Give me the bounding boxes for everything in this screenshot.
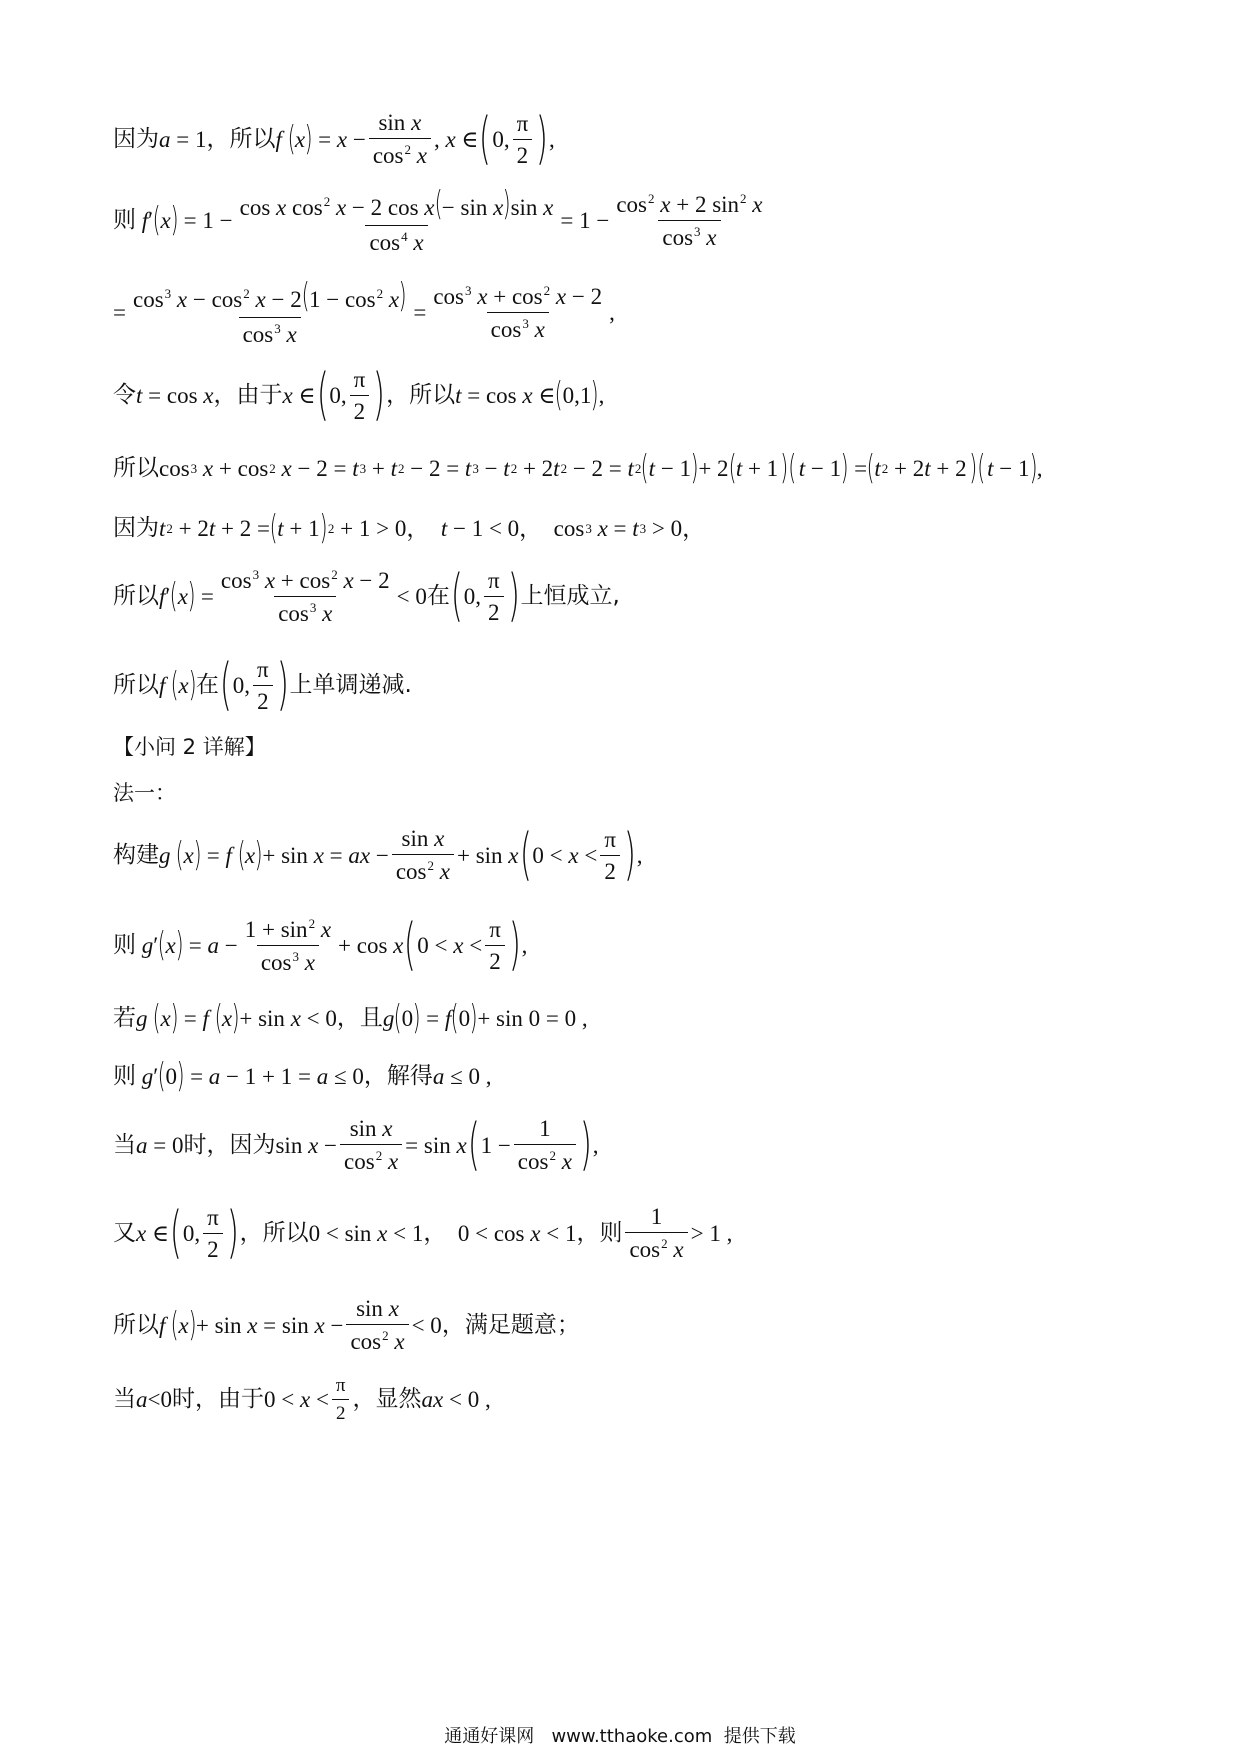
text-because: 因为 <box>113 514 159 541</box>
footer-site-name: 通通好课网 <box>444 1726 535 1747</box>
text-then: 则 <box>113 206 136 233</box>
text-so: ，所以 <box>386 381 456 408</box>
line-range: 又 x ∈ ( 0, $\frac{\pi}{2}$ ) ，所以 0 < sin x < 1 ， 0 < cos x < 1 ，则 $\frac{1}{\cos^2 x}$ > 1 , <box>113 1200 733 1265</box>
text-then: ，则 <box>576 1219 623 1246</box>
text-monotone: 上单调递减. <box>289 671 412 698</box>
text-let: 令 <box>113 381 136 408</box>
text-so: ，所以 <box>206 125 276 152</box>
line-given-a-equals-1: 因为 a = 1 ，所以 f ( x ) = x − $\frac{\text{sin x}}{\cos^2 x}$ , x ∈ ( 0, $\frac{\pi}{2}$ ) , <box>113 106 555 171</box>
line-case-a-negative: 当 a <0 时，由于 0 < x < $\frac{\pi}{2}$ ，显然 ax < 0 , <box>113 1374 491 1424</box>
line-factorization: 所以 cos 3 x + cos 2 x − 2 = t 3 + t 2 − 2 = t 3 − t 2 + 2 t 2 − 2 = t 2 ( t − 1 ) + 2 ( t + 1 )( t − 1 ) = ( t 2 + 2 t + 2 )( t − 1 ) , <box>113 448 1043 488</box>
text-so: 所以 <box>113 671 159 698</box>
text-because: 因为 <box>113 125 159 152</box>
line-g-condition: 若 g ( x ) = f ( x ) + sin x < 0 ，且 g ( 0 ) = f ( 0 ) + sin 0 = 0 , <box>113 998 588 1038</box>
subquestion-heading: 【小问 2 详解】 <box>113 734 266 759</box>
line-a-bound: 则 g ′ ( 0 ) = a − 1 + 1 = a ≤ 0 ，解得 a ≤ 0 , <box>113 1056 492 1096</box>
text-on: 在 <box>195 671 219 698</box>
text-always-holds: 上恒成立, <box>520 582 620 609</box>
line-case-a-zero: 当 a = 0 时，因为 sin x − $\frac{\text{sin x}}{\cos^2 x}$ = sin x ( 1 − $\frac{1}{\cos^2 x}$ ) , <box>113 1112 599 1177</box>
footer-suffix: 提供下载 <box>723 1726 796 1747</box>
text-so: 所以 <box>113 454 159 481</box>
line-satisfies: 所以 f ( x ) + sin x = sin x − $\frac{\text{sin x}}{\cos^2 x}$ < 0 ，满足题意； <box>113 1296 580 1354</box>
text-obviously: ，显然 <box>352 1385 422 1412</box>
text-so: ，所以 <box>239 1219 309 1246</box>
line-substitution: 令 t = cos x ，由于 x ∈ ( 0, $\frac{\pi}{2}$ ) ，所以 t = cos x ∈ ( 0,1 ) , <box>113 362 605 427</box>
line-g-derivative: 则 g ′ ( x ) = a − $\frac{1 + \sin^2 x}{\cos^3 x}$ + cos x ( 0 < x < $\frac{\pi}{2}$ ) , <box>113 912 528 977</box>
text-construct: 构建 <box>113 841 159 868</box>
line-construct-g: 构建 g ( x ) = f ( x ) + sin x = ax − $\frac{\text{sin x}}{\cos^2 x}$ + sin x ( 0 < x < $\frac{\pi}{2}$ ) , <box>113 822 643 887</box>
line-derivative: 则 f ′ ( x ) = 1 − $\frac{\cos x \cos^2 x - 2 \cos x(- \sin x)\sin x}{\cos^4 x}$ = 1 − $\frac{\cos^2 x + 2 \sin^2 x}{\cos^3 x}$ <box>113 183 763 255</box>
text-so: 所以 <box>113 1311 159 1338</box>
line-monotone-decreasing: 所以 f ( x ) 在 ( 0, $\frac{\pi}{2}$ ) 上单调递减. <box>113 652 412 717</box>
text-satisfies: ，满足题意； <box>441 1311 580 1338</box>
footer-url[interactable]: www.tthaoke.com <box>551 1726 713 1747</box>
line-derivative-simplified: = $\frac{\cos^3 x - \cos^2 x - 2(1 - \cos^2 x)}{\cos^3 x}$ = $\frac{\cos^3 x + \cos^2 x - 2}{\cos^3 x}$ , <box>113 275 615 347</box>
text-then: 则 <box>113 931 136 958</box>
line-derivative-negative: 所以 f ′ ( x ) = $\frac{\cos^3 x + \cos^2 x - 2}{\cos^3 x}$ < 0 在 ( 0, $\frac{\pi}{2}$ ) 上恒成立, <box>113 563 620 628</box>
text-since: ，由于 <box>213 381 283 408</box>
text-and: ，且 <box>336 1004 383 1031</box>
text-then: 则 <box>113 1062 136 1089</box>
text-when: 当 <box>113 1131 136 1158</box>
page-footer <box>0 1722 1240 1748</box>
line-sign-analysis: 因为 t 2 + 2 t + 2 = ( t + 1 ) 2 + 1 > 0， t − 1 < 0， cos 3 x = t 3 > 0， <box>113 508 706 548</box>
text-on: 在 <box>426 582 450 609</box>
text-solve: ，解得 <box>363 1062 433 1089</box>
text-because: 时，因为 <box>183 1131 276 1158</box>
fraction: $\frac{\text{sin x}}{\cos^2 x}$ <box>369 111 431 167</box>
text-so: 所以 <box>113 582 159 609</box>
text-if: 若 <box>113 1004 136 1031</box>
text-also: 又 <box>113 1219 136 1246</box>
text-since: 时，由于 <box>171 1385 264 1412</box>
text-when: 当 <box>113 1385 136 1412</box>
method-label: 法一： <box>113 780 176 805</box>
text-comma: ， <box>423 1219 447 1246</box>
